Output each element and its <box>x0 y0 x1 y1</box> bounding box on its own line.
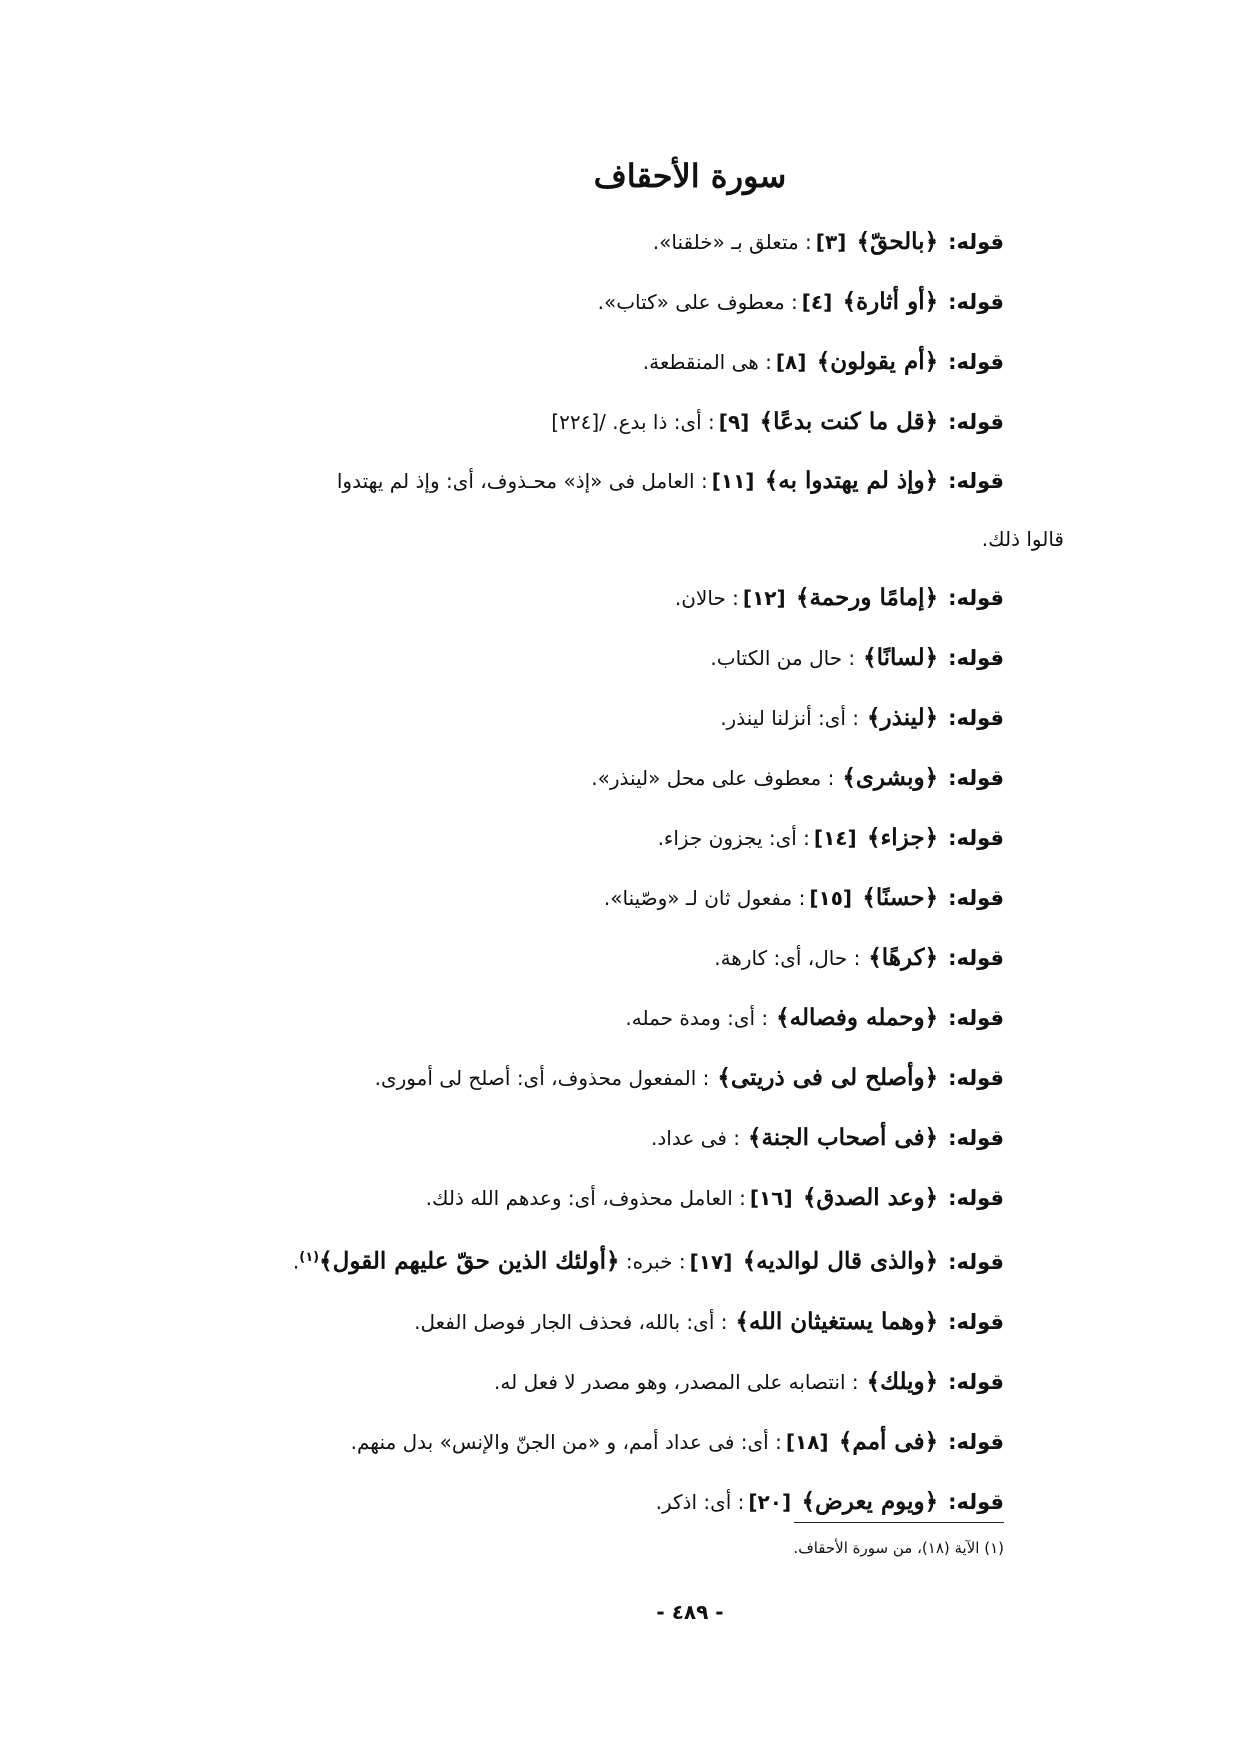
verse-ref: [١٢] <box>742 586 786 610</box>
ayah-quote: ﴿لينذر﴾ <box>867 704 939 731</box>
entry-lead: قوله: <box>948 646 1004 670</box>
list-item <box>164 568 1004 628</box>
entry-lead: قوله: <box>948 1369 1004 1394</box>
entry-text: : متعلق بـ «خلقنا». <box>652 230 812 254</box>
ayah-quote: ﴿فى أصحاب الجنة﴾ <box>747 1124 939 1151</box>
entry-text: : انتصابه على المصدر، وهو مصدر لا فعل له. <box>494 1369 859 1394</box>
entry-lead: قوله: <box>948 410 1004 434</box>
ayah-quote: ﴿وإذ لم يهتدوا به﴾ <box>764 467 939 494</box>
entry-lead: قوله: <box>948 1186 1004 1210</box>
entry-text: : أى: ومدة حمله. <box>625 1006 769 1030</box>
entry-lead: قوله: <box>948 1309 1004 1334</box>
list-item <box>164 928 1004 988</box>
footnote: (١) الآية (١٨)، من سورة الأحقاف. <box>793 1539 1004 1557</box>
verse-ref: [٤] <box>801 290 833 314</box>
entry-text: : حال من الكتاب. <box>710 646 856 670</box>
entry-lead: قوله: <box>948 946 1004 970</box>
entry-lead: قوله: <box>948 706 1004 730</box>
ayah-quote: ﴿وعد الصدق﴾ <box>802 1184 939 1211</box>
list-item <box>164 272 1004 332</box>
entry-text: : معطوف على محل «لينذر». <box>591 766 835 790</box>
list-item <box>164 628 1004 688</box>
entry-text: : العامل محذوف، أى: وعدهم الله ذلك. <box>425 1186 746 1210</box>
verse-ref: [١٥] <box>809 886 853 910</box>
entry-text: : هى المنقطعة. <box>642 350 772 374</box>
entry-text: : أى: بالله، فحذف الجار فوصل الفعل. <box>414 1309 728 1334</box>
entry-text: : المفعول محذوف، أى: أصلح لى أمورى. <box>374 1066 710 1090</box>
verse-ref: [٣] <box>815 230 847 254</box>
ayah-quote: ﴿كرهًا﴾ <box>868 944 939 971</box>
verse-ref: [٢٠] <box>748 1489 792 1514</box>
entry-lead: قوله: <box>948 1429 1004 1454</box>
ayah-quote: ﴿إمامًا ورحمة﴾ <box>795 584 939 611</box>
ayah-quote: ﴿حسنًا﴾ <box>862 884 939 911</box>
entry-text: : فى عداد. <box>651 1126 740 1150</box>
ayah-quote: ﴿أم يقولون﴾ <box>816 348 939 375</box>
ayah-quote: ﴿أو أثارة﴾ <box>842 288 939 315</box>
list-item <box>164 748 1004 808</box>
list-item <box>164 808 1004 868</box>
verse-ref: [٨] <box>775 350 807 374</box>
entry-text: : حالان. <box>674 586 739 610</box>
ayah-quote: ﴿بالحقّ﴾ <box>856 228 939 255</box>
entry-text: : أى: ذا بدع. /[٢٢٤] <box>551 410 715 434</box>
verse-ref: [١٦] <box>749 1186 793 1210</box>
footnote-ref[interactable]: (١) <box>299 1250 320 1265</box>
list-item <box>164 1352 1004 1412</box>
ayah-quote: ﴿قل ما كنت بدعًا﴾ <box>759 408 939 435</box>
entry-continuation: قالوا ذلك. <box>981 527 1064 551</box>
entry-text: : حال، أى: كارهة. <box>714 946 861 970</box>
ayah-quote: ﴿لسانًا﴾ <box>863 644 939 671</box>
list-item <box>164 212 1004 272</box>
ayah-quote: ﴿جزاء﴾ <box>866 824 939 851</box>
list-item <box>164 452 1064 568</box>
list-item <box>164 988 1004 1048</box>
entry-lead: قوله: <box>948 1006 1004 1030</box>
list-item <box>164 1292 1004 1352</box>
ayah-quote: ﴿وبشرى﴾ <box>842 764 939 791</box>
ayah-quote: ﴿وأصلح لى فى ذريتى﴾ <box>717 1064 939 1091</box>
verse-ref: [١٤] <box>813 826 857 850</box>
list-item <box>164 1108 1004 1168</box>
ayah-quote: ﴿فى أمم﴾ <box>838 1427 939 1455</box>
entry-lead: قوله: <box>948 1126 1004 1150</box>
entry-text: : العامل فى «إذ» محـذوف، أى: وإذ لم يهتدوا <box>336 469 708 493</box>
ayah-quote: ﴿وحمله وفصاله﴾ <box>776 1004 939 1031</box>
ayah-quote: ﴿ويلك﴾ <box>866 1367 939 1395</box>
entry-lead: قوله: <box>948 1066 1004 1090</box>
surah-title: سورة الأحقاف <box>593 157 787 195</box>
entry-lead: قوله: <box>948 350 1004 374</box>
page-number: - ٤٨٩ - <box>656 1600 724 1624</box>
list-item <box>164 1412 1004 1472</box>
entry-text: : معطوف على «كتاب». <box>597 290 798 314</box>
entry-lead: قوله: <box>948 586 1004 610</box>
verse-ref: [٩] <box>718 410 750 434</box>
list-item <box>164 392 1004 452</box>
entry-lead: قوله: <box>948 230 1004 254</box>
entry-lead: قوله: <box>948 886 1004 910</box>
entry-text: : أى: فى عداد أمم، و «من الجنّ والإنس» بدل منهم. <box>350 1429 782 1454</box>
ayah-quote: ﴿والذى قال لوالديه﴾ <box>742 1247 939 1275</box>
entry-tail: . <box>292 1249 300 1274</box>
verse-ref: [١٨] <box>785 1429 829 1454</box>
list-item <box>164 688 1004 748</box>
list-item <box>164 868 1004 928</box>
verse-ref: [١١] <box>711 469 755 493</box>
list-item <box>164 1228 1004 1292</box>
entry-lead: قوله: <box>948 1249 1004 1274</box>
list-item <box>164 332 1004 392</box>
list-item <box>164 1168 1004 1228</box>
ayah-quote: ﴿وهما يستغيثان الله﴾ <box>735 1307 939 1335</box>
ayah-quote-secondary: ﴿أولئك الذين حقّ عليهم القول﴾ <box>319 1247 620 1275</box>
verse-ref: [١٧] <box>689 1249 733 1274</box>
commentary-list <box>164 212 1064 1532</box>
ayah-quote: ﴿ويوم يعرض﴾ <box>801 1487 939 1515</box>
entry-lead: قوله: <box>948 290 1004 314</box>
footnote-divider <box>794 1522 1004 1523</box>
entry-text: : أى: اذكر. <box>655 1489 745 1514</box>
entry-lead: قوله: <box>948 826 1004 850</box>
entry-lead: قوله: <box>948 766 1004 790</box>
entry-lead: قوله: <box>948 469 1004 493</box>
entry-text: : خبره: <box>619 1249 686 1274</box>
entry-text: : مفعول ثان لـ «وصّينا». <box>603 886 806 910</box>
list-item <box>164 1048 1004 1108</box>
entry-lead: قوله: <box>948 1489 1004 1514</box>
entry-text: : أى: أنزلنا لينذر. <box>720 706 860 730</box>
entry-text: : أى: يجزون جزاء. <box>657 826 810 850</box>
